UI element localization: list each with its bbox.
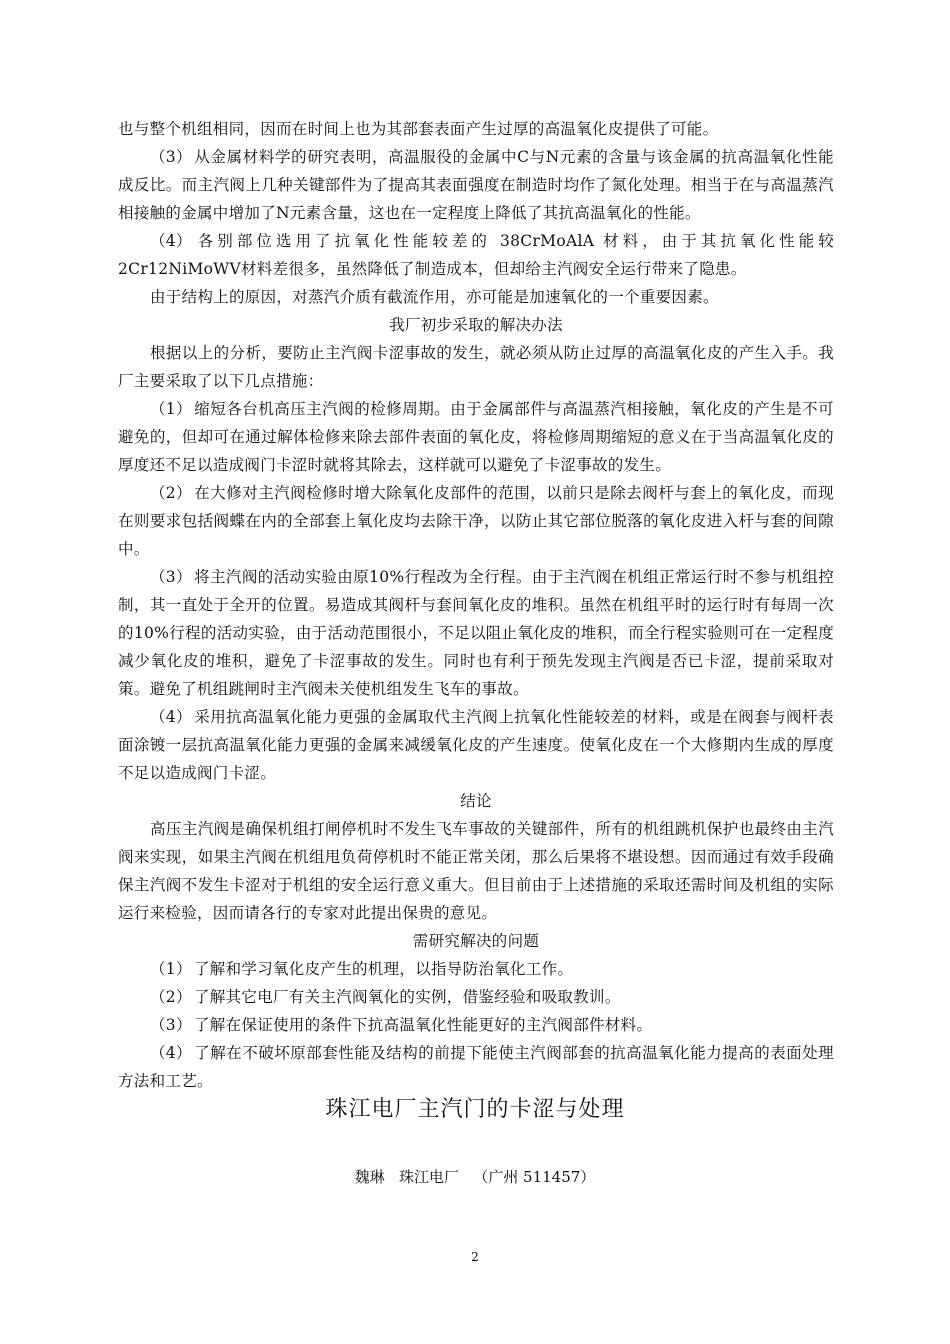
item-text: 将主汽阀的活动实验由原10%行程改为全行程。由于主汽阀在机组正常运行时不参与机组控制，其一直处于全开的位置。易造成其阀杆与套间氧化皮的堆积。虽然在机组平时的运行时有每周一次的10%行程的活动实验，由于活动范围很小，不足以阻止氧化皮的堆积，而全行程实验则可在一定程度减少氧化皮的堆积，避免了卡涩事故的发生。同时也有利于预先发现主汽阀是否已卡涩，提前采取对策。避免了机组跳闸时主汽阀未关使机组发生飞车的事故。 xyxy=(118,568,834,698)
article-title: 珠江电厂主汽门的卡涩与处理 xyxy=(325,1097,625,1122)
document-body xyxy=(118,115,834,1095)
item-number: （3） xyxy=(150,148,192,166)
item-number: （2） xyxy=(150,484,192,502)
page-number: 2 xyxy=(471,1250,479,1264)
section-heading: 需研究解决的问题 xyxy=(412,932,540,950)
section-heading: 我厂初步采取的解决办法 xyxy=(389,316,563,334)
item-number: （4） xyxy=(150,1044,192,1062)
item-number: （4） xyxy=(150,232,192,250)
item-number: （2） xyxy=(150,988,192,1006)
item-number: （1） xyxy=(150,400,192,418)
item-text: 了解在不破坏原部套性能及结构的前提下能使主汽阀部套的抗高温氧化能力提高的表面处理方法和工艺。 xyxy=(118,1044,834,1090)
paragraph: 高压主汽阀是确保机组打闸停机时不发生飞车事故的关键部件，所有的机组跳机保护也最终由主汽阀来实现，如果主汽阀在机组甩负荷停机时不能正常关闭，那么后果将不堪设想。因而通过有效手段确保主汽阀不发生卡涩对于机组的安全运行意义重大。但目前由于上述措施的采取还需时间及机组的实际运行来检验，因而请各行的专家对此提出保贵的意见。 xyxy=(118,820,834,922)
list-item xyxy=(118,983,834,1011)
list-item xyxy=(118,479,834,563)
item-text: 从金属材料学的研究表明，高温服役的金属中C与N元素的含量与该金属的抗高温氧化性能成反比。而主汽阀上几种关键部件为了提高其表面强度在制造时均作了氮化处理。相当于在与高温蒸汽相接触的金属中增加了N元素含量，这也在一定程度上降低了其抗高温氧化的性能。 xyxy=(118,148,834,222)
item-text: 了解和学习氧化皮产生的机理，以指导防治氧化工作。 xyxy=(194,960,574,978)
list-item xyxy=(118,395,834,479)
item-text: 在大修对主汽阀检修时增大除氧化皮部件的范围，以前只是除去阀杆与套上的氧化皮，而现在则要求包括阀蝶在内的全部套上氧化皮均去除干净，以防止其它部位脱落的氧化皮进入杆与套的间隙中。 xyxy=(118,484,834,558)
item-number: （1） xyxy=(150,960,192,978)
author-line: 魏琳 珠江电厂 （广州 511457） xyxy=(354,1168,596,1186)
list-item xyxy=(118,955,834,983)
item-number: （3） xyxy=(150,1016,192,1034)
list-item xyxy=(118,1011,834,1039)
item-text: 缩短各台机高压主汽阀的检修周期。由于金属部件与高温蒸汽相接触，氧化皮的产生是不可避免的，但却可在通过解体检修来除去部件表面的氧化皮，将检修周期缩短的意义在于当高温氧化皮的厚度还不足以造成阀门卡涩时就将其除去，这样就可以避免了卡涩事故的发生。 xyxy=(118,400,834,474)
paragraph: 也与整个机组相同，因而在时间上也为其部套表面产生过厚的高温氧化皮提供了可能。 xyxy=(118,120,719,138)
item-text: 各别部位选用了抗氧化性能较差的 38CrMoAlA 材料，由于其抗氧化性能较2Cr12NiMoWV材料差很多，虽然降低了制造成本，但却给主汽阀安全运行带来了隐患。 xyxy=(118,232,834,278)
list-item xyxy=(118,1039,834,1095)
list-item xyxy=(118,563,834,703)
list-item xyxy=(118,227,834,283)
section-heading: 结论 xyxy=(460,792,492,810)
paragraph: 由于结构上的原因，对蒸汽介质有截流作用，亦可能是加速氧化的一个重要因素。 xyxy=(150,288,719,306)
item-number: （3） xyxy=(150,568,192,586)
item-text: 了解其它电厂有关主汽阀氧化的实例，借鉴经验和吸取教训。 xyxy=(194,988,621,1006)
list-item xyxy=(118,703,834,787)
list-item xyxy=(118,143,834,227)
paragraph: 根据以上的分析，要防止主汽阀卡涩事故的发生，就必须从防止过厚的高温氧化皮的产生入手。我厂主要采取了以下几点措施： xyxy=(118,344,834,390)
item-number: （4） xyxy=(150,708,192,726)
item-text: 采用抗高温氧化能力更强的金属取代主汽阀上抗氧化性能较差的材料，或是在阀套与阀杆表面涂镀一层抗高温氧化能力更强的金属来减缓氧化皮的产生速度。使氧化皮在一个大修期内生成的厚度不足以造成阀门卡涩。 xyxy=(118,708,834,782)
item-text: 了解在保证使用的条件下抗高温氧化性能更好的主汽阀部件材料。 xyxy=(194,1016,653,1034)
